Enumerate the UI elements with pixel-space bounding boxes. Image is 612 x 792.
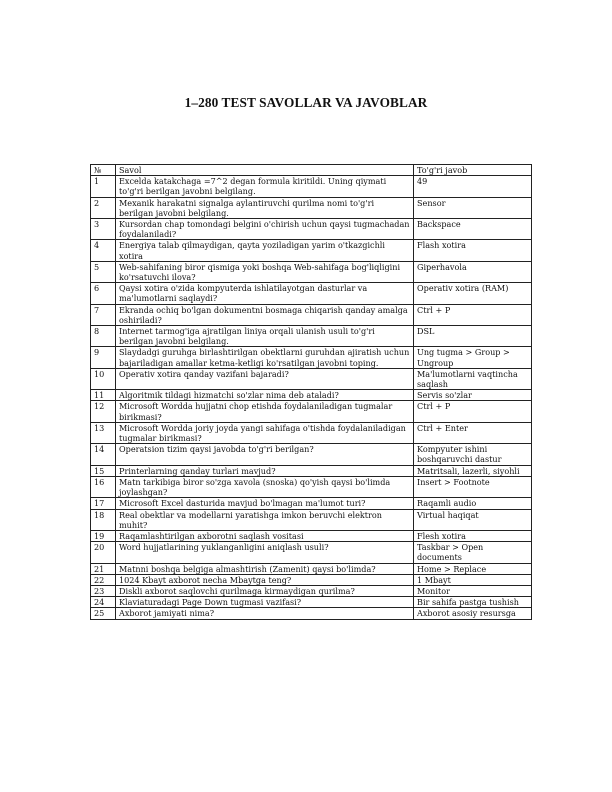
table-row xyxy=(91,597,532,608)
row-question: Kursordan chap tomondagi belgini o'chirish uchun qaysi tugmachadan foydalaniladi? xyxy=(116,219,414,240)
row-question: Web-sahifaning biror qismiga yoki boshqa Web-sahifaga bog'liqligini ko'rsatuvchi ilova? xyxy=(116,261,414,282)
row-number: 20 xyxy=(91,542,116,563)
row-answer: Virtual haqiqat xyxy=(414,509,532,530)
row-question: Mexanik harakatni signalga aylantiruvchi qurilma nomi to'g'ri berilgan javobni belgilang. xyxy=(116,197,414,218)
table-row xyxy=(91,368,532,389)
qa-table xyxy=(90,164,532,620)
row-question: Operatsion tizim qaysi javobda to'g'ri berilgan? xyxy=(116,444,414,465)
table-row xyxy=(91,240,532,261)
row-answer: Sensor xyxy=(414,197,532,218)
row-answer: Monitor xyxy=(414,585,532,596)
row-number: 15 xyxy=(91,465,116,476)
page-title: 1–280 TEST SAVOLLAR VA JAVOBLAR xyxy=(184,95,428,110)
row-answer: Flesh xotira xyxy=(414,530,532,541)
table-row xyxy=(91,542,532,563)
row-number: 6 xyxy=(91,283,116,304)
row-question: Printerlarning qanday turlari mavjud? xyxy=(116,465,414,476)
row-number: 9 xyxy=(91,347,116,368)
table-body xyxy=(91,176,532,619)
row-answer: Ma'lumotlarni vaqtincha saqlash xyxy=(414,368,532,389)
row-question: Ekranda ochiq bo'lgan dokumentni bosmaga chiqarish qanday amalga oshiriladi? xyxy=(116,304,414,325)
table-row xyxy=(91,390,532,401)
row-answer: Home > Replace xyxy=(414,563,532,574)
row-number: 10 xyxy=(91,368,116,389)
row-question: Axborot jamiyati nima? xyxy=(116,608,414,619)
table-row xyxy=(91,422,532,443)
table-row xyxy=(91,585,532,596)
row-question: Slaydadgi guruhga birlashtirilgan obektlarni guruhdan ajiratish uchun bajariladigan amallar ketma-ketligi ko'rsatilgan javobni toping. xyxy=(116,347,414,368)
row-question: Energiya talab qilmaydigan, qayta yoziladigan yarim o'tkazgichli xotira xyxy=(116,240,414,261)
row-answer: Ctrl + P xyxy=(414,304,532,325)
table-header-row xyxy=(91,165,532,176)
row-number: 18 xyxy=(91,509,116,530)
table-row xyxy=(91,401,532,422)
row-number: 24 xyxy=(91,597,116,608)
header-answer: To'g'ri javob xyxy=(414,165,532,176)
row-question: Diskli axborot saqlovchi qurilmaga kirmaydigan qurilma? xyxy=(116,585,414,596)
row-answer: Ctrl + P xyxy=(414,401,532,422)
row-answer: 49 xyxy=(414,176,532,197)
table-row xyxy=(91,326,532,347)
header-question: Savol xyxy=(116,165,414,176)
row-number: 8 xyxy=(91,326,116,347)
row-number: 23 xyxy=(91,585,116,596)
row-question: Word hujjatlarining yuklanganligini aniqlash usuli? xyxy=(116,542,414,563)
table-row xyxy=(91,347,532,368)
row-number: 19 xyxy=(91,530,116,541)
table-row xyxy=(91,176,532,197)
row-question: Matn tarkibiga biror so'zga xavola (snoska) qo'yish qaysi bo'limda joylashgan? xyxy=(116,476,414,497)
row-number: 1 xyxy=(91,176,116,197)
row-number: 5 xyxy=(91,261,116,282)
row-number: 4 xyxy=(91,240,116,261)
row-answer: Insert > Footnote xyxy=(414,476,532,497)
table-row xyxy=(91,574,532,585)
row-question: Real obektlar va modellarni yaratishga imkon beruvchi elektron muhit? xyxy=(116,509,414,530)
row-answer: Taskbar > Open documents xyxy=(414,542,532,563)
row-question: Matnni boshqa belgiga almashtirish (Zamenit) qaysi bo'limda? xyxy=(116,563,414,574)
table-row xyxy=(91,498,532,509)
row-question: Microsoft Wordda joriy joyda yangi sahifaga o'tishda foydalaniladigan tugmalar birikmasi? xyxy=(116,422,414,443)
row-number: 13 xyxy=(91,422,116,443)
row-question: Microsoft Excel dasturida mavjud bo'lmagan ma'lumot turi? xyxy=(116,498,414,509)
row-answer: Flash xotira xyxy=(414,240,532,261)
table-row xyxy=(91,261,532,282)
row-number: 12 xyxy=(91,401,116,422)
row-number: 14 xyxy=(91,444,116,465)
row-answer: Operativ xotira (RAM) xyxy=(414,283,532,304)
row-question: Microsoft Wordda hujjatni chop etishda foydalaniladigan tugmalar birikmasi? xyxy=(116,401,414,422)
row-number: 22 xyxy=(91,574,116,585)
row-question: Excelda katakchaga =7^2 degan formula kiritildi. Uning qiymati to'g'ri berilgan javobni belgilang. xyxy=(116,176,414,197)
table-row xyxy=(91,608,532,619)
table-row xyxy=(91,530,532,541)
row-answer: Backspace xyxy=(414,219,532,240)
row-answer: Raqamli audio xyxy=(414,498,532,509)
row-answer: Ung tugma > Group > Ungroup xyxy=(414,347,532,368)
row-answer: Kompyuter ishini boshqaruvchi dastur xyxy=(414,444,532,465)
row-number: 16 xyxy=(91,476,116,497)
header-number: № xyxy=(91,165,116,176)
row-number: 17 xyxy=(91,498,116,509)
table-row xyxy=(91,197,532,218)
row-question: Qaysi xotira o'zida kompyuterda ishlatilayotgan dasturlar va ma'lumotlarni saqlaydi? xyxy=(116,283,414,304)
row-answer: Ctrl + Enter xyxy=(414,422,532,443)
row-question: Internet tarmog'iga ajratilgan liniya orqali ulanish usuli to'g'ri berilgan javobni belgilang. xyxy=(116,326,414,347)
row-question: Algoritmik tildagi hizmatchi so'zlar nima deb ataladi? xyxy=(116,390,414,401)
row-question: Operativ xotira qanday vazifani bajaradi? xyxy=(116,368,414,389)
row-answer: 1 Mbayt xyxy=(414,574,532,585)
row-question: Klaviaturadagi Page Down tugmasi vazifasi? xyxy=(116,597,414,608)
table-row xyxy=(91,476,532,497)
row-number: 3 xyxy=(91,219,116,240)
row-answer: Matritsali, lazerli, siyohli xyxy=(414,465,532,476)
row-answer: Bir sahifa pastga tushish xyxy=(414,597,532,608)
row-number: 7 xyxy=(91,304,116,325)
row-number: 25 xyxy=(91,608,116,619)
table-row xyxy=(91,509,532,530)
row-answer: DSL xyxy=(414,326,532,347)
row-answer: Servis so'zlar xyxy=(414,390,532,401)
row-number: 11 xyxy=(91,390,116,401)
table-row xyxy=(91,563,532,574)
row-question: 1024 Kbayt axborot necha Mbaytga teng? xyxy=(116,574,414,585)
row-question: Raqamlashtirilgan axborotni saqlash vositasi xyxy=(116,530,414,541)
row-number: 21 xyxy=(91,563,116,574)
table-row xyxy=(91,219,532,240)
row-number: 2 xyxy=(91,197,116,218)
table-row xyxy=(91,465,532,476)
row-answer: Axborot asosiy resursga xyxy=(414,608,532,619)
row-answer: Giperhavola xyxy=(414,261,532,282)
table-row xyxy=(91,283,532,304)
table-row xyxy=(91,304,532,325)
table-row xyxy=(91,444,532,465)
